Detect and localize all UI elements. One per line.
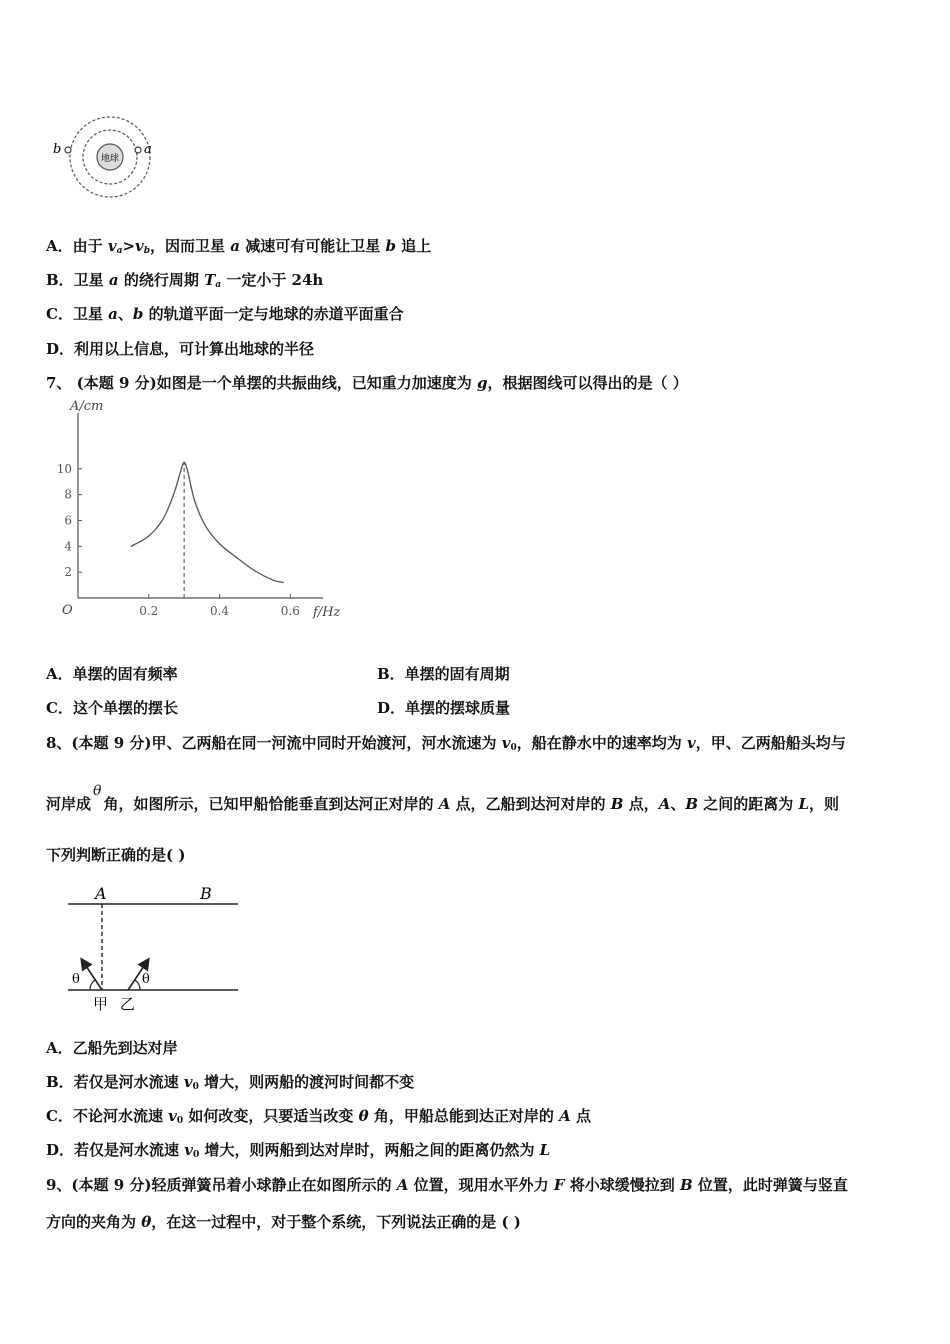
- q8-stem-line-1: 8、(本题 9 分)甲、乙两船在同一河流中同时开始渡河，河水流速为 $v_0$，船在静水中的速率均为 v，甲、乙两船船头均与: [46, 734, 846, 753]
- curve-data-point: [187, 471, 188, 472]
- curve-data-point: [219, 543, 220, 544]
- q8-option-b: B．若仅是河水流速 $v_0$ 增大，则两船的渡河时间都不变: [46, 1073, 415, 1092]
- curve-data-point: [272, 579, 273, 580]
- chart-origin-label: O: [62, 603, 73, 618]
- q7-option-c: C．这个单摆的摆长: [46, 699, 178, 717]
- q7-option-b: B．单摆的固有周期: [377, 665, 510, 683]
- chart-y-axis-label: A/cm: [70, 399, 104, 414]
- chart-x-axis-label: f/Hz: [313, 605, 340, 620]
- curve-data-point: [237, 557, 238, 558]
- chart-ticks: [57, 462, 300, 618]
- resonance-curve-line: [131, 462, 283, 582]
- theta-left-label: θ: [72, 972, 80, 987]
- curve-data-point: [254, 570, 255, 571]
- q7-option-d: D．单摆的摆球质量: [377, 699, 511, 717]
- river-crossing-figure: [60, 880, 245, 1020]
- theta-symbol: θ: [93, 783, 102, 799]
- q8-stem-line-3: 下列判断正确的是( ): [46, 846, 186, 864]
- satellite-orbit-figure: [48, 110, 168, 205]
- satellite-b-label: b: [53, 142, 62, 157]
- q8-stem-line-2: 河岸成θ角，如图所示，已知甲船恰能垂直到达河正对岸的 A 点，乙船到达河对岸的 B 点，A、B 之间的距离为 L，则: [46, 783, 840, 813]
- y-tick-label: 8: [64, 487, 72, 502]
- q6-option-d: D．利用以上信息，可计算出地球的半径: [46, 340, 315, 358]
- curve-data-point: [173, 494, 174, 495]
- point-b-label: B: [200, 884, 212, 903]
- q8-option-d: D．若仅是河水流速 $v_0$ 增大，则两船到达对岸时，两船之间的距离仍然为 L: [46, 1141, 551, 1160]
- chart-axes: [78, 413, 323, 598]
- theta-right-label: θ: [142, 972, 150, 987]
- y-tick-label: 4: [64, 539, 72, 554]
- curve-data-point: [130, 546, 131, 547]
- y-tick-label: 2: [64, 565, 72, 580]
- curve-data-point: [184, 462, 185, 463]
- satellite-a-label: a: [144, 142, 152, 157]
- x-tick-label: 0.6: [280, 604, 300, 618]
- x-tick-label: 0.4: [209, 604, 230, 618]
- q9-stem-line-2: 方向的夹角为 θ，在这一过程中，对于整个系统，下列说法正确的是 ( ): [46, 1213, 521, 1231]
- y-tick-label: 10: [56, 461, 72, 476]
- q7-stem: 7、 (本题 9 分)如图是一个单摆的共振曲线，已知重力加速度为 g，根据图线可以得出的是（ ）: [46, 374, 688, 392]
- curve-data-point: [148, 535, 149, 536]
- point-a-label: A: [95, 884, 107, 903]
- boat-jia-label: 甲: [93, 995, 109, 1013]
- q6-option-b: B．卫星 a 的绕行周期 $T_a$ 一定小于 24h: [46, 271, 324, 290]
- curve-data-point: [162, 519, 163, 520]
- boat-yi-label: 乙: [120, 995, 136, 1013]
- curve-data-point: [180, 471, 181, 472]
- resonance-curve-chart: [50, 398, 340, 633]
- q7-option-a: A．单摆的固有频率: [46, 665, 178, 683]
- curve-data-point: [283, 582, 284, 583]
- x-tick-label: 0.2: [139, 604, 159, 618]
- q6-option-c: C．卫星 a、b 的轨道平面一定与地球的赤道平面重合: [46, 305, 404, 323]
- chart-series: [130, 462, 283, 598]
- q8-option-a: A．乙船先到达对岸: [46, 1039, 178, 1057]
- q6-option-a: A．由于 $v_a>v_b$，因而卫星 a 减速可有可能让卫星 b 追上: [46, 237, 432, 256]
- q8-option-c: C．不论河水流速 $v_0$ 如何改变，只要适当改变 θ 角，甲船总能到达正对岸的 A 点: [46, 1107, 591, 1126]
- curve-data-point: [194, 501, 195, 502]
- y-tick-label: 6: [64, 513, 72, 528]
- curve-data-point: [205, 525, 206, 526]
- earth-label: 地球: [100, 154, 120, 164]
- q9-stem-line-1: 9、(本题 9 分)轻质弹簧吊着小球静止在如图所示的 A 位置，现用水平外力 F 将小球缓慢拉到 B 位置，此时弹簧与竖直: [46, 1176, 848, 1194]
